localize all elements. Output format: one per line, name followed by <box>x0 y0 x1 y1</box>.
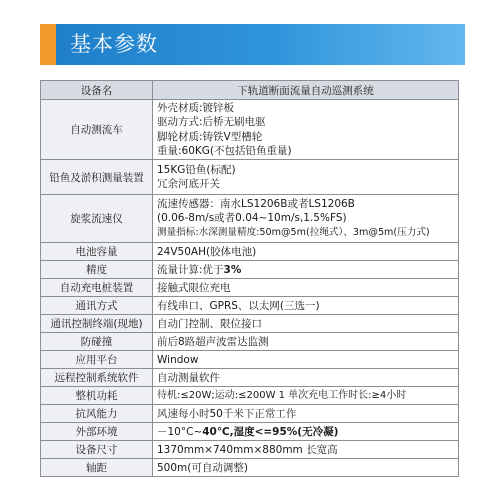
value-text: 流量计算:优于 <box>157 263 224 276</box>
row-value <box>153 100 459 160</box>
value-text: －10°C~ <box>157 425 203 438</box>
value-line: 冗余河底开关 <box>157 178 220 190</box>
value-line: Window <box>157 353 199 366</box>
table-row <box>41 351 459 369</box>
table-row <box>41 315 459 333</box>
header-system-name: 下轨道断面流量自动巡测系统 <box>153 81 459 100</box>
table-row <box>41 195 459 243</box>
row-value <box>153 369 459 387</box>
value-emphasis: 3% <box>223 263 242 276</box>
row-value <box>153 297 459 315</box>
table-header-row <box>41 81 459 100</box>
header-device-name: 设备名 <box>41 81 153 100</box>
value-line: 500m(可自动调整) <box>157 461 248 474</box>
value-line: 重量:60KG(不包括铅鱼重量) <box>157 145 292 157</box>
value-line: 自动门控制、限位接口 <box>157 317 262 330</box>
row-value <box>153 387 459 405</box>
value-line: 接触式限位充电 <box>157 281 231 294</box>
row-value <box>153 261 459 279</box>
value-emphasis: 40℃,湿度<=95%(无冷凝) <box>202 425 339 438</box>
table-row <box>41 387 459 405</box>
row-label: 远程控制系统软件 <box>41 369 153 387</box>
value-line: 驱动方式:后桥无刷电驱 <box>157 116 266 128</box>
row-value <box>153 195 459 243</box>
table-row <box>41 459 459 477</box>
value-line: 自动测量软件 <box>157 371 220 384</box>
section-header <box>40 24 465 65</box>
value-line: 24V50AH(胶体电池) <box>157 245 257 258</box>
table-row <box>41 160 459 195</box>
row-label: 设备尺寸 <box>41 441 153 459</box>
value-line <box>157 262 454 278</box>
table-row <box>41 333 459 351</box>
value-line: 1370mm×740mm×880mm 长宽高 <box>157 443 338 456</box>
row-value <box>153 423 459 441</box>
row-value <box>153 333 459 351</box>
row-value <box>153 351 459 369</box>
row-label: 旋浆流速仪 <box>41 195 153 243</box>
table-row <box>41 369 459 387</box>
table-row <box>41 297 459 315</box>
row-value <box>153 459 459 477</box>
row-label: 整机功耗 <box>41 387 153 405</box>
row-label: 铅鱼及淤积测量装置 <box>41 160 153 195</box>
value-line <box>157 424 454 440</box>
row-label: 通讯方式 <box>41 297 153 315</box>
row-value <box>153 315 459 333</box>
row-value <box>153 405 459 423</box>
spec-table <box>40 80 459 477</box>
value-line: 外壳材质:镀锌板 <box>157 101 235 114</box>
row-label: 自动充电桩装置 <box>41 279 153 297</box>
row-label: 精度 <box>41 261 153 279</box>
table-row <box>41 423 459 441</box>
row-label: 抗风能力 <box>41 405 153 423</box>
value-line: (0.06-8m/s或者0.04~10m/s,1.5%FS) <box>157 212 347 225</box>
value-line: 15KG铅鱼(标配) <box>157 163 236 176</box>
row-label: 通讯控制终端(现地) <box>41 315 153 333</box>
row-label: 防碰撞 <box>41 333 153 351</box>
value-line: 风速每小时50千米下正常工作 <box>157 407 297 420</box>
row-label: 外部环境 <box>41 423 153 441</box>
row-label: 电池容量 <box>41 243 153 261</box>
row-value <box>153 441 459 459</box>
value-line: 流速传感器：南水LS1206B或者LS1206B <box>157 197 355 210</box>
row-value <box>153 279 459 297</box>
row-label: 自动测流车 <box>41 100 153 160</box>
table-row <box>41 243 459 261</box>
row-label: 轴距 <box>41 459 153 477</box>
section-title: 基本参数 <box>70 32 158 56</box>
value-line: 测量指标:水深测量精度:50m@5m(拉绳式）、3m@5m(压力式) <box>157 226 430 238</box>
header-accent-block <box>40 24 56 65</box>
table-row <box>41 100 459 160</box>
value-line: 有线串口、GPRS、以太网(三选一) <box>157 299 320 312</box>
row-value <box>153 160 459 195</box>
table-row <box>41 279 459 297</box>
table-row <box>41 441 459 459</box>
row-label: 应用平台 <box>41 351 153 369</box>
table-row <box>41 261 459 279</box>
value-line: 脚轮材质:铸铁V型槽轮 <box>157 130 263 143</box>
value-line: 待机:≤20W;运动:≤200W 1 单次充电工作时长:≥4小时 <box>157 389 407 401</box>
value-line: 前后8路超声波雷达监测 <box>157 335 269 348</box>
table-row <box>41 405 459 423</box>
row-value <box>153 243 459 261</box>
